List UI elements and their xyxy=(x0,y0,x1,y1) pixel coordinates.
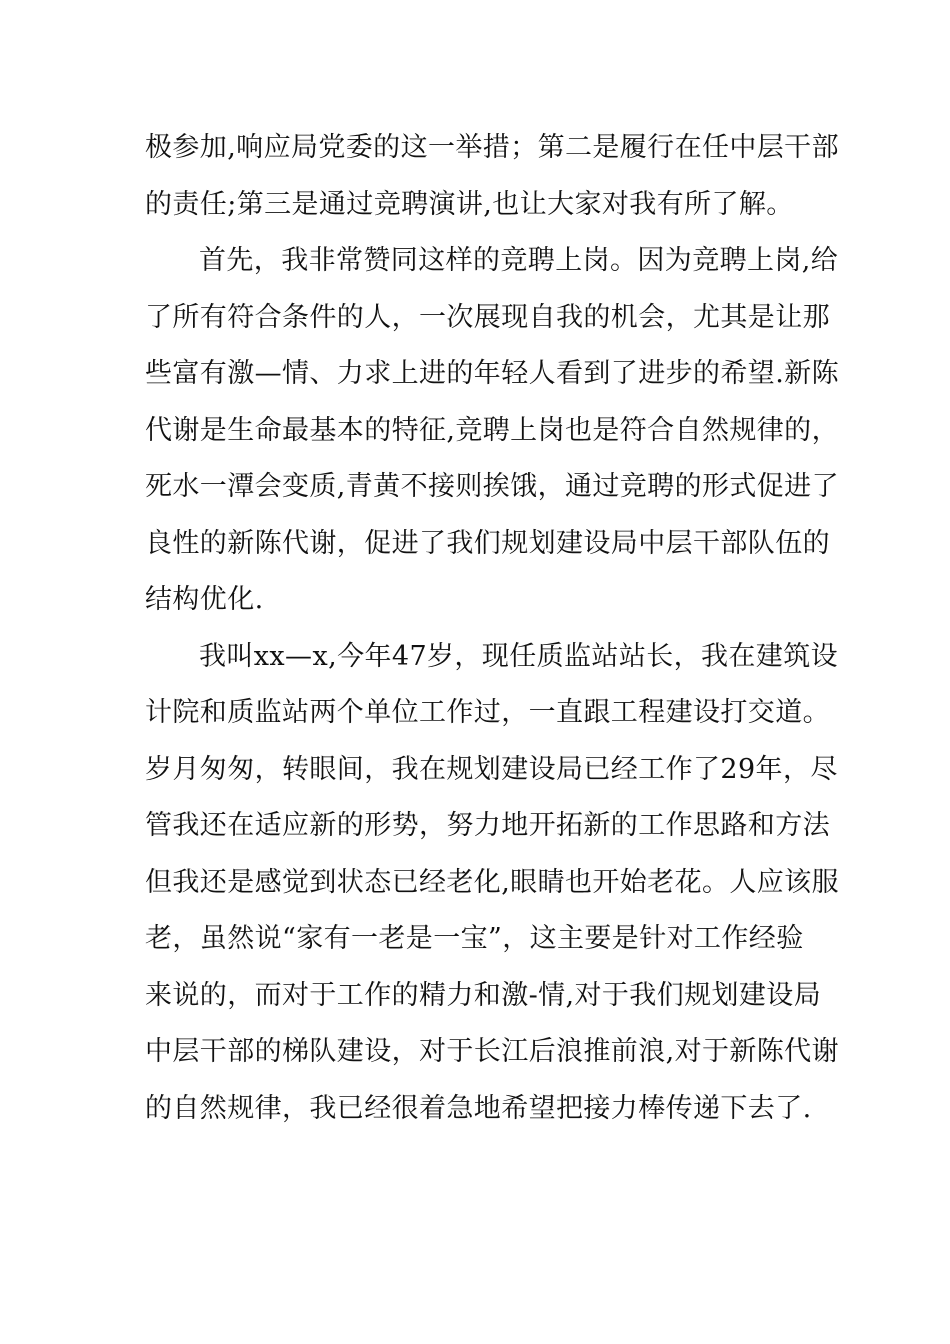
text-line: 来说的，而对于工作的精力和激-情,对于我们规划建设局 xyxy=(145,979,822,1011)
text-line: 岁月匆匆，转眼间，我在规划建设局已经工作了29年，尽 xyxy=(145,753,838,785)
text-line: 了所有符合条件的人，一次展现自我的机会，尤其是让那 xyxy=(145,301,830,333)
text-line: 的自然规律，我已经很着急地希望把接力棒传递下去了. xyxy=(145,1092,812,1124)
body-text xyxy=(145,120,839,1137)
text-line: 结构优化. xyxy=(145,584,264,615)
text-line: 的责任;第三是通过竞聘演讲,也让大家对我有所了解。 xyxy=(145,188,794,220)
paragraph-first-line: 首先，我非常赞同这样的竞聘上岗。因为竞聘上岗,给 xyxy=(199,245,839,276)
text-line: 老，虽然说“家有一老是一宝”，这主要是针对工作经验 xyxy=(145,923,804,954)
text-line: 计院和质监站两个单位工作过，一直跟工程建设打交道。 xyxy=(145,697,830,728)
text-line: 中层干部的梯队建设，对于长江后浪推前浪,对于新陈代谢 xyxy=(145,1036,839,1067)
text-line: 管我还在适应新的形势，努力地开拓新的工作思路和方法 xyxy=(145,810,830,841)
text-line: 死水一潭会变质,青黄不接则挨饿，通过竞聘的形式促进了 xyxy=(145,471,839,502)
text-line: 极参加,响应局党委的这一举措；第二是履行在任中层干部 xyxy=(145,132,839,163)
text-line: 良性的新陈代谢，促进了我们规划建设局中层干部队伍的 xyxy=(145,527,830,559)
text-line: 但我还是感觉到状态已经老化,眼睛也开始老花。人应该服 xyxy=(145,866,839,898)
text-line: 些富有激—情、力求上进的年轻人看到了进步的希望.新陈 xyxy=(145,358,839,389)
paragraph-first-line: 我叫xx—x,今年47岁，现任质监站站长，我在建筑设 xyxy=(199,640,839,672)
text-line: 代谢是生命最基本的特征,竞聘上岗也是符合自然规律的， xyxy=(145,414,839,446)
